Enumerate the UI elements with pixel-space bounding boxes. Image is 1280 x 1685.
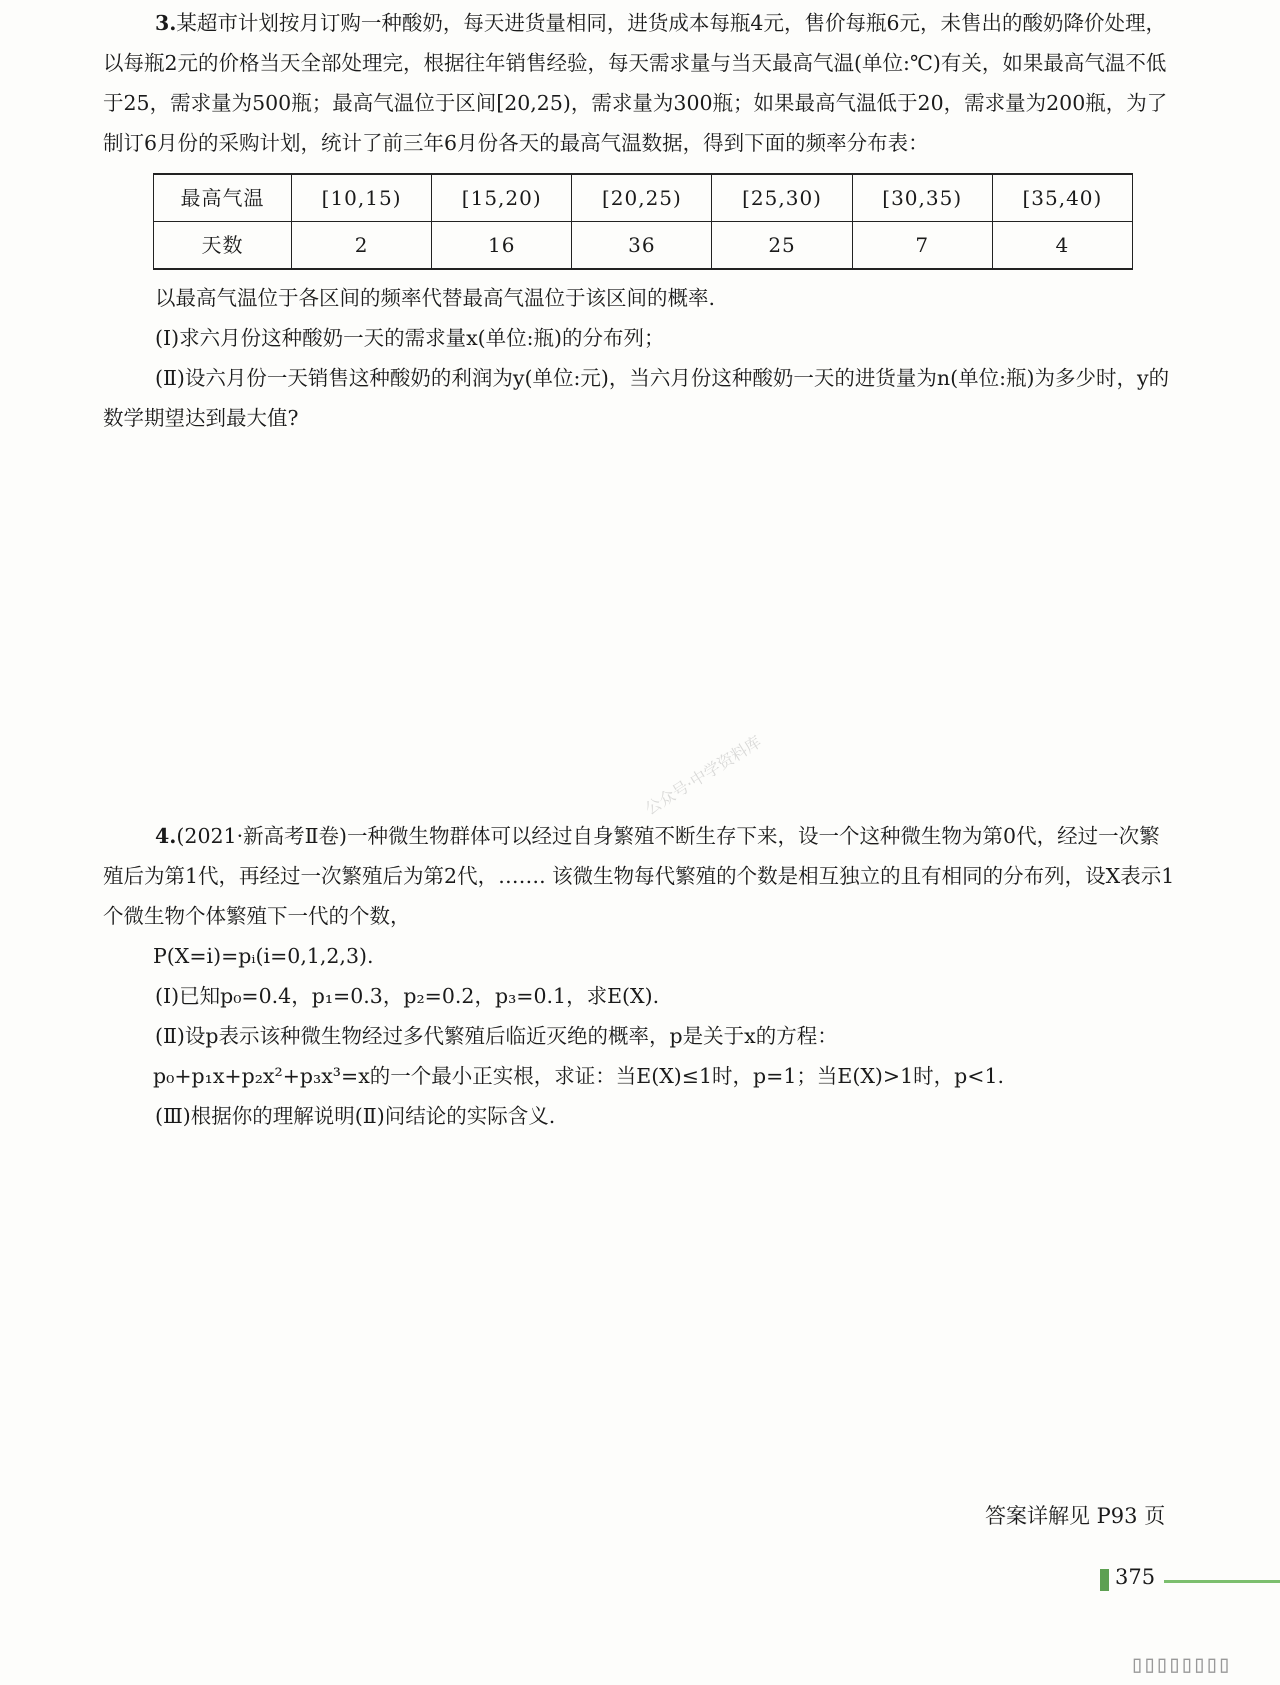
frequency-table bbox=[153, 173, 1133, 270]
table-cell: 2 bbox=[292, 222, 432, 270]
table-cell: [30,35) bbox=[852, 174, 992, 222]
table-cell: [20,25) bbox=[572, 174, 712, 222]
problem-4-part-2-formula: p₀+p₁x+p₂x²+p₃x³=x的一个最小正实根，求证：当E(X)≤1时，p=1；当E(X)>1时，p<1. bbox=[153, 1064, 1004, 1088]
answer-reference: 答案详解见 P93 页 bbox=[985, 1504, 1166, 1528]
table-row bbox=[154, 222, 1133, 270]
problem-4-part-3: (Ⅲ)根据你的理解说明(Ⅱ)问结论的实际含义. bbox=[155, 1104, 556, 1128]
table-cell: [35,40) bbox=[992, 174, 1132, 222]
table-row bbox=[154, 174, 1133, 222]
table-header-temperature: 最高气温 bbox=[154, 174, 292, 222]
table-cell: 36 bbox=[572, 222, 712, 270]
footer-rule bbox=[1164, 1580, 1280, 1583]
table-cell: [10,15) bbox=[292, 174, 432, 222]
page-marker-bar bbox=[1100, 1569, 1109, 1591]
table-cell: 4 bbox=[992, 222, 1132, 270]
problem-3-intro: 3.某超市计划按月订购一种酸奶，每天进货量相同，进货成本每瓶4元，售价每瓶6元，未售出的酸奶降价处理，以每瓶2元的价格当天全部处理完，根据往年销售经验，每天需求量与当天最高气温(单位:℃)有关，如果最高气温不低于25，需求量为500瓶；最高气温位于区间[20,25)，需求量为300瓶；如果最高气温低于20，需求量为200瓶，为了制订6月份的采购计划，统计了前三年6月份各天的最高气温数据，得到下面的频率分布表： bbox=[103, 11, 1168, 155]
table-cell: 16 bbox=[432, 222, 572, 270]
problem-4-part-2: (Ⅱ)设p表示该种微生物经过多代繁殖后临近灭绝的概率，p是关于x的方程： bbox=[155, 1024, 838, 1048]
problem-4-formula: P(X=i)=pᵢ(i=0,1,2,3). bbox=[153, 944, 374, 968]
watermark: 公众号·中学资料库 bbox=[641, 732, 765, 819]
problem-4-source: (2021·新高考Ⅱ卷) bbox=[176, 824, 348, 848]
problem-4-intro: 4.(2021·新高考Ⅱ卷)一种微生物群体可以经过自身繁殖不断生存下来，设一个这种微生物为第0代，经过一次繁殖后为第1代，再经过一次繁殖后为第2代，……. 该微生物每代繁殖的个数是相互独立的且有相同的分布列，设X表示1个微生物个体繁殖下一代的个数， bbox=[103, 824, 1175, 928]
table-cell: [15,20) bbox=[432, 174, 572, 222]
table-cell: [25,30) bbox=[712, 174, 852, 222]
problem-3 bbox=[103, 3, 1178, 438]
problem-3-part-2: (Ⅱ)设六月份一天销售这种酸奶的利润为y(单位:元)，当六月份这种酸奶一天的进货量为n(单位:瓶)为多少时，y的数学期望达到最大值? bbox=[103, 366, 1170, 430]
table-cell: 7 bbox=[852, 222, 992, 270]
problem-3-number: 3. bbox=[155, 11, 177, 35]
problem-4 bbox=[103, 816, 1178, 1136]
binding-mark-icon: ▯▯▯▯▯▯▯▯ bbox=[1130, 1650, 1230, 1678]
problem-4-number: 4. bbox=[155, 824, 177, 848]
problem-3-note: 以最高气温位于各区间的频率代替最高气温位于该区间的概率. bbox=[155, 286, 716, 310]
problem-4-part-1: (Ⅰ)已知p₀=0.4，p₁=0.3，p₂=0.2，p₃=0.1，求E(X). bbox=[155, 984, 660, 1008]
table-header-days: 天数 bbox=[154, 222, 292, 270]
page-footer bbox=[1100, 1565, 1280, 1592]
page-number: 375 bbox=[1115, 1565, 1156, 1589]
problem-3-part-1: (Ⅰ)求六月份这种酸奶一天的需求量x(单位:瓶)的分布列； bbox=[155, 326, 665, 350]
table-cell: 25 bbox=[712, 222, 852, 270]
